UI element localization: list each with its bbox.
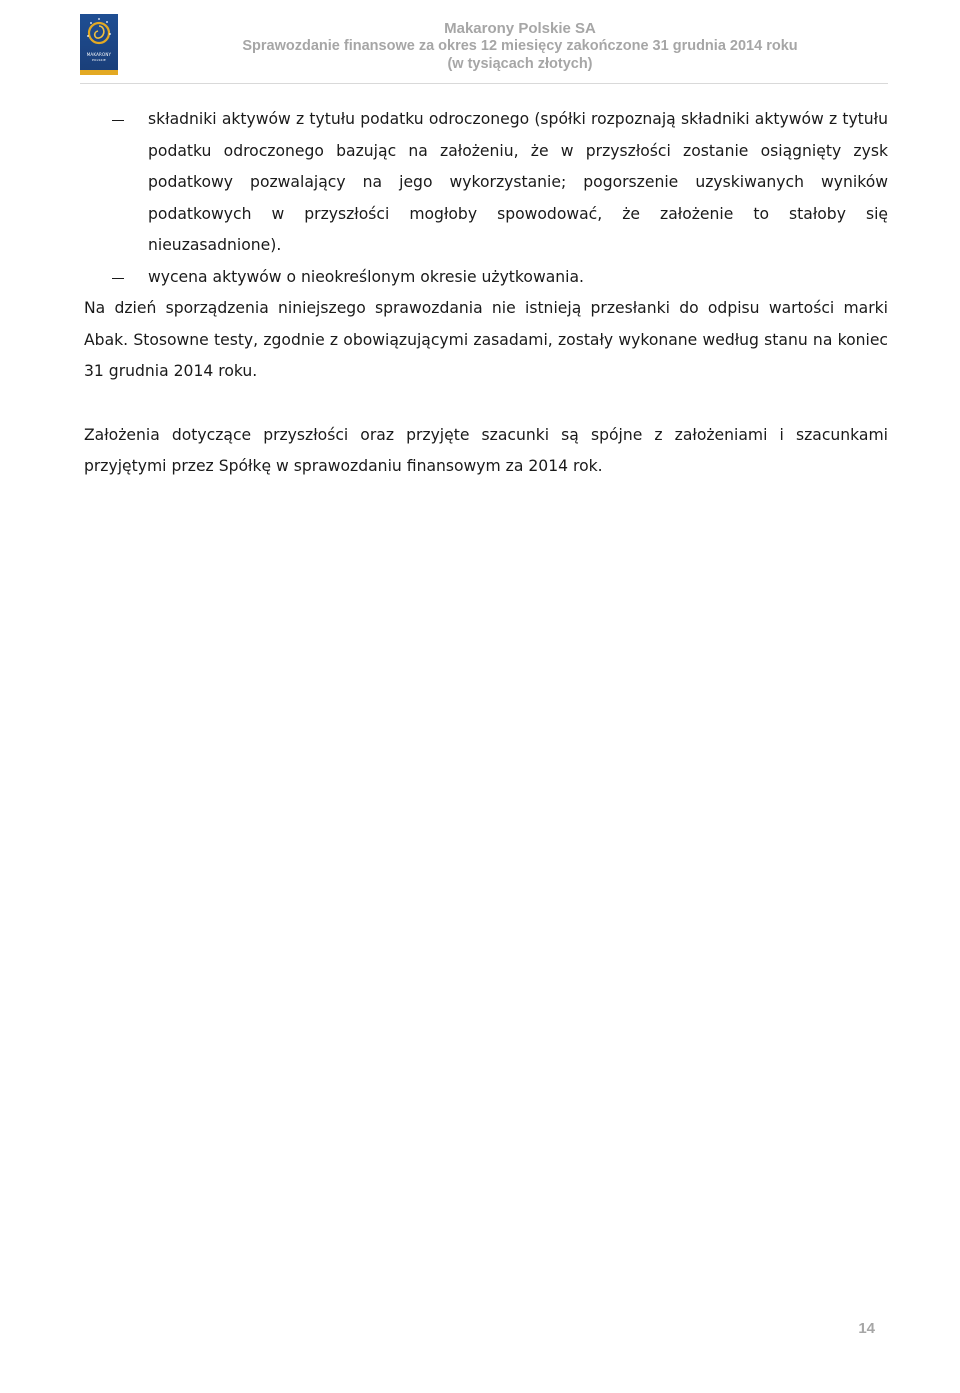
report-units: (w tysiącach złotych) (447, 56, 593, 72)
logo-swirl-icon (80, 14, 118, 54)
list-item (84, 104, 888, 262)
paragraph-assumptions: Założenia dotyczące przyszłości oraz przyjęte szacunki są spójne z założeniami i szacunkami przyjętymi przez Spółkę w sprawozdaniu finansowym za 2014 rok. (84, 425, 888, 475)
page-header (0, 0, 960, 84)
paragraph-spacer (84, 388, 888, 420)
logo-brand-top: MAKARONY (86, 52, 112, 57)
list-item-text: składniki aktywów z tytułu podatku odroczonego (spółki rozpoznają składniki aktywów z tytułu podatku odroczonego bazując na założeniu, że w przyszłości zostanie osiągnięty zysk podatkowy pozwalający na jego wykorzystanie; pogorszenie uzyskiwanych wyników podatkowych w przyszłości mogłoby spowodować, że założenie to stałoby się nieuzasadnione). (148, 110, 888, 254)
page-number: 14 (858, 1320, 875, 1337)
list-item (84, 262, 888, 294)
header-divider (80, 83, 888, 84)
company-logo (80, 14, 118, 75)
logo-brand-bottom: POLSKIE (92, 58, 106, 62)
dash-bullet-icon (112, 120, 124, 121)
paragraph-brand-impairment: Na dzień sporządzenia niniejszego sprawozdania nie istnieją przesłanki do odpisu wartości marki Abak. Stosowne testy, zgodnie z obowiązującymi zasadami, zostały wykonane według stanu na koniec 31 grudnia 2014 roku. (84, 299, 888, 380)
company-name: Makarony Polskie SA (444, 20, 596, 37)
list-item-text: wycena aktywów o nieokreślonym okresie użytkowania. (148, 267, 584, 286)
dash-bullet-icon (112, 278, 124, 279)
document-body (84, 104, 888, 483)
report-period: Sprawozdanie finansowe za okres 12 miesięcy zakończone 31 grudnia 2014 roku (242, 38, 798, 54)
